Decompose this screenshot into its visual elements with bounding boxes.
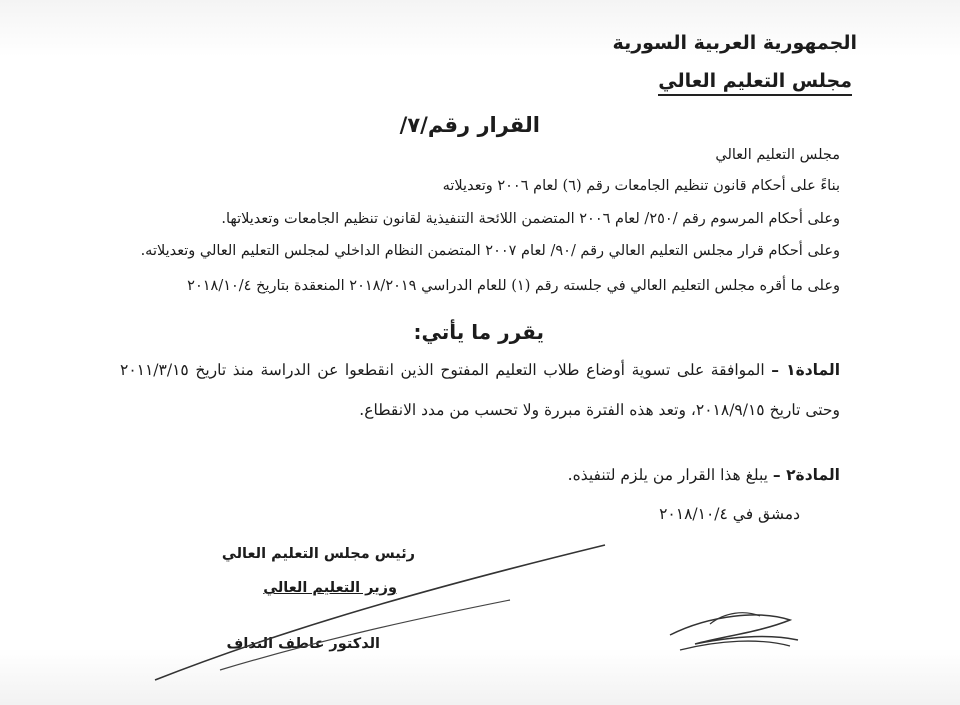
preamble-line-2: بناءً على أحكام قانون تنظيم الجامعات رقم (٦) لعام ٢٠٠٦ وتعديلاته [442, 178, 840, 194]
article-2-label: المادة٢ – [772, 466, 840, 484]
signatory-title-2: وزير التعليم العالي [263, 580, 397, 596]
decides-heading: يقرر ما يأتي: [413, 320, 544, 344]
article-2-text: يبلغ هذا القرار من يلزم لتنفيذه. [567, 466, 768, 484]
handwritten-signature [150, 540, 810, 700]
signatory-name: الدكتور عاطف النداف [226, 636, 380, 652]
header-republic: الجمهورية العربية السورية [612, 32, 857, 54]
article-1 [120, 350, 840, 430]
place-date: دمشق في ٢٠١٨/١٠/٤ [659, 505, 800, 523]
article-1-label: المادة١ – [771, 361, 841, 379]
article-2 [568, 466, 840, 484]
decision-title: القرار رقم/٧/ [399, 113, 540, 137]
article-1-text: الموافقة على تسوية أوضاع طلاب التعليم المفتوح الذين انقطعوا عن الدراسة منذ تاريخ ٢٠١١/٣/١٥ وحتى تاريخ ٢٠١٨/٩/١٥، وتعد هذه الفترة مبررة ولا تحسب من مدد الانقطاع. [120, 361, 840, 419]
signatory-title-1: رئيس مجلس التعليم العالي [221, 546, 415, 562]
header-council: مجلس التعليم العالي [658, 70, 852, 96]
preamble-line-1: مجلس التعليم العالي [715, 147, 840, 163]
preamble-line-4: وعلى أحكام قرار مجلس التعليم العالي رقم /٩٠/ لعام ٢٠٠٧ المتضمن النظام الداخلي لمجلس التعليم العالي وتعديلاته. [140, 243, 840, 259]
preamble-line-3: وعلى أحكام المرسوم رقم /٢٥٠/ لعام ٢٠٠٦ المتضمن اللائحة التنفيذية لقانون تنظيم الجامعات وتعديلاتها. [221, 211, 840, 227]
preamble-line-5: وعلى ما أقره مجلس التعليم العالي في جلسته رقم (١) للعام الدراسي ٢٠١٨/٢٠١٩ المنعقدة بتاريخ ٢٠١٨/١٠/٤ [187, 278, 840, 294]
